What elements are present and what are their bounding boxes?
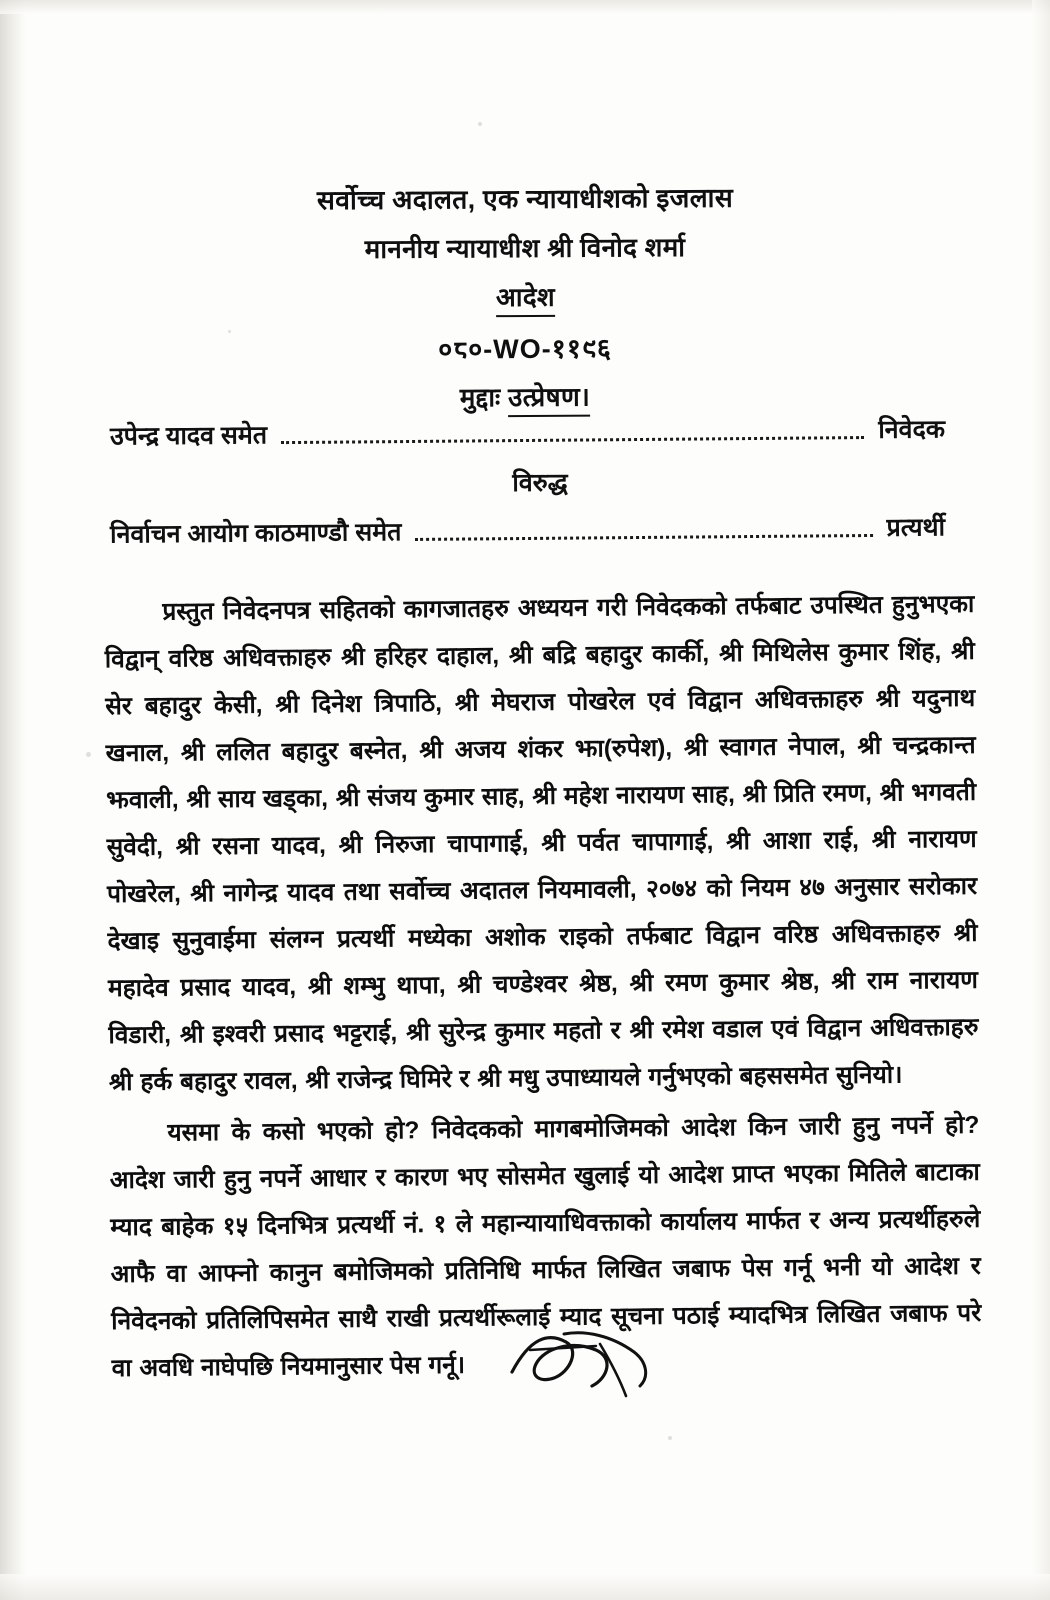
- petitioner-role: निवेदक: [878, 415, 946, 444]
- document-header: [0, 180, 1050, 430]
- dot-leader: [415, 533, 872, 541]
- petitioner-name: उपेन्द्र यादव समेत: [109, 421, 268, 451]
- judge-name-line: माननीय न्यायाधीश श्री विनोद शर्मा: [364, 232, 686, 264]
- signature-icon: [500, 1320, 680, 1410]
- respondent-name: निर्वाचन आयोग काठमाण्डौ समेत: [109, 518, 402, 549]
- court-name-line: सर्वोच्च अदालत, एक न्यायाधीशको इजलास: [316, 182, 734, 216]
- order-paragraph-1: प्रस्तुत निवेदनपत्र सहितको कागजातहरु अध्ययन गरी निवेदकको तर्फबाट उपस्थित हुनुभएका विद्वान् वरिष्ठ अधिवक्ताहरु श्री हरिहर दाहाल, श्री बद्रि बहादुर कार्की, श्री मिथिलेस कुमार शिंह, श्री सेर बहादुर केसी, श्री दिनेश त्रिपाठि, श्री मेघराज पोखरेल एवं विद्वान अधिवक्ताहरु श्री यदुनाथ खनाल, श्री ललित बहादुर बस्नेत, श्री अजय शंकर झा(रुपेश), श्री स्वागत नेपाल, श्री चन्द्रकान्त झवाली, श्री साय खड्का, श्री संजय कुमार साह, श्री महेश नारायण साह, श्री प्रिति रमण, श्री भगवती सुवेदी, श्री रसना यादव, श्री निरुजा चापागाई, श्री पर्वत चापागाई, श्री आशा राई, श्री नारायण पोखरेल, श्री नागेन्द्र यादव तथा सर्वोच्च अदातल नियमावली, २०७४ को नियम ४७ अनुसार सरोकार देखाइ सुनुवाईमा संलग्न प्रत्यर्थी मध्येका अशोक राइको तर्फबाट विद्वान वरिष्ठ अधिवक्ताहरु श्री महादेव प्रसाद यादव, श्री शम्भु थापा, श्री चण्डेश्वर श्रेष्ठ, श्री रमण कुमार श्रेष्ठ, श्री राम नारायण विडारी, श्री इश्वरी प्रसाद भट्टराई, श्री सुरेन्द्र कुमार महतो र श्री रमेश वडाल एवं विद्वान अधिवक्ताहरु श्री हर्क बहादुर रावल, श्री राजेन्द्र घिमिरे र श्री मधु उपाध्यायले गर्नुभएको बहससमेत सुनियो।: [104, 590, 979, 1097]
- case-subject-value: उत्प्रेषण।: [508, 378, 590, 418]
- case-subject-label: मुद्दाः: [459, 382, 501, 413]
- order-title: आदेश: [495, 278, 554, 317]
- case-number: ०८०-WO-११९६: [438, 333, 612, 365]
- parties-block: [0, 415, 1050, 547]
- order-paragraph-2: यसमा के कसो भएको हो? निवेदकको मागबमोजिमको आदेश किन जारी हुनु नपर्ने हो? आदेश जारी हुनु नपर्ने आधार र कारण भए सोसमेत खुलाई यो आदेश प्राप्त भएका मितिले बाटाका म्याद बाहेक १५ दिनभित्र प्रत्यर्थी नं. १ ले महान्यायाधिवक्ताको कार्यालय मार्फत र अन्य प्रत्यर्थीहरुले आफै वा आफ्नो कानुन बमोजिमको प्रतिनिधि मार्फत लिखित जबाफ पेस गर्नू भनी यो आदेश र निवेदनको प्रतिलिपिसमेत साथै राखी प्रत्यर्थीरूलाई म्याद सूचना पठाई म्यादभित्र लिखित जबाफ परे वा अवधि नाघेपछि नियमानुसार पेस गर्नू।: [109, 1111, 982, 1383]
- petitioner-row: [0, 410, 1050, 453]
- order-body: [104, 581, 982, 1394]
- dot-leader: [281, 435, 864, 444]
- respondent-row: [0, 508, 1050, 551]
- versus-label: विरुद्ध: [512, 468, 568, 498]
- respondent-role: प्रत्यर्थी: [886, 513, 946, 542]
